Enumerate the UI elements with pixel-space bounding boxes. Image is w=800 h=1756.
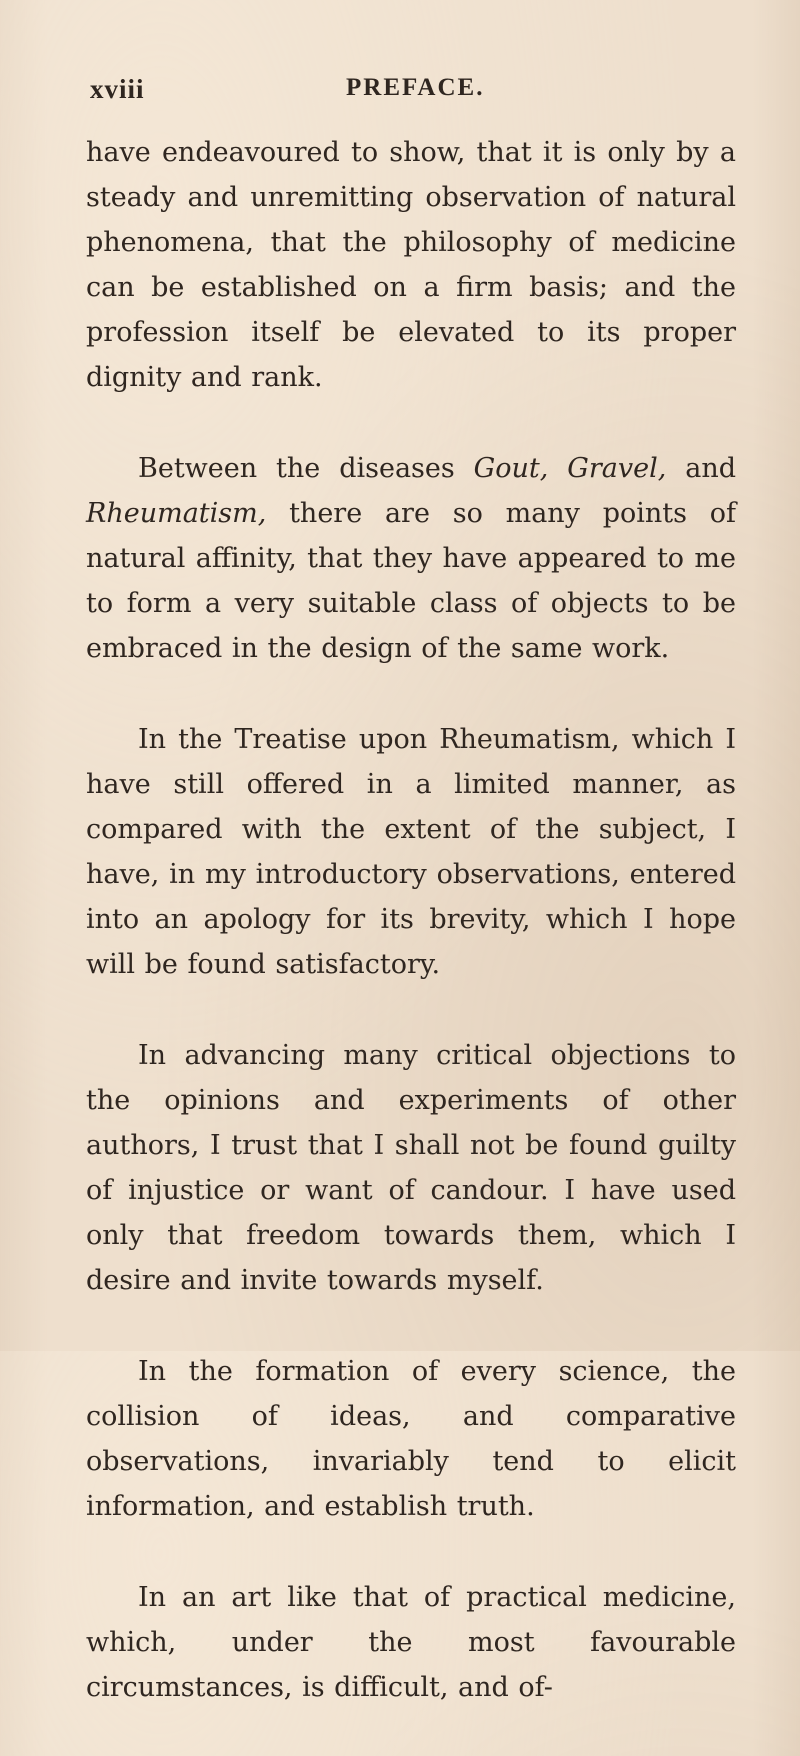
paragraph-2-sep1 xyxy=(548,453,567,484)
paragraph-2-lead: Between the diseases xyxy=(138,453,474,484)
paragraph-4: In advancing many critical objections to the opinions and experiments of other authors, I trust that I shall not be found guilty of injustice or want of candour. I have used only that freedom towards them, which I desire and invite towards myself. xyxy=(86,1040,736,1296)
running-title: PREFACE. xyxy=(346,74,485,101)
term-gravel: Gravel, xyxy=(567,453,667,484)
body-text xyxy=(86,130,736,1756)
paragraph-2-sep2: and xyxy=(666,453,736,484)
term-rheumatism: Rheumatism, xyxy=(86,498,267,529)
paragraph-1: have endeavoured to show, that it is only by a steady and unremitting observation of natural phenomena, that the philosophy of medicine can be established on a firm basis; and the profession itself be elevated to its proper dignity and rank. xyxy=(86,137,736,393)
paragraph-6: In an art like that of practical medicine, which, under the most favourable circumstances, is difficult, and of- xyxy=(86,1582,736,1703)
page-number: xviii xyxy=(90,74,145,104)
running-head xyxy=(90,74,730,114)
paragraph-2 xyxy=(86,446,736,671)
paragraph-2-rest: there are so many points of natural affinity, that they have appeared to me to form a very suitable class of objects to be embraced in the design of the same work. xyxy=(86,498,736,664)
term-gout: Gout, xyxy=(473,453,549,484)
paragraph-5: In the formation of every science, the collision of ideas, and comparative observations, invariably tend to elicit information, and establish truth. xyxy=(86,1356,736,1522)
paragraph-3: In the Treatise upon Rheumatism, which I have still offered in a limited manner, as compared with the extent of the subject, I have, in my introductory observations, entered into an apology for its brevity, which I hope will be found satisfactory. xyxy=(86,724,736,980)
